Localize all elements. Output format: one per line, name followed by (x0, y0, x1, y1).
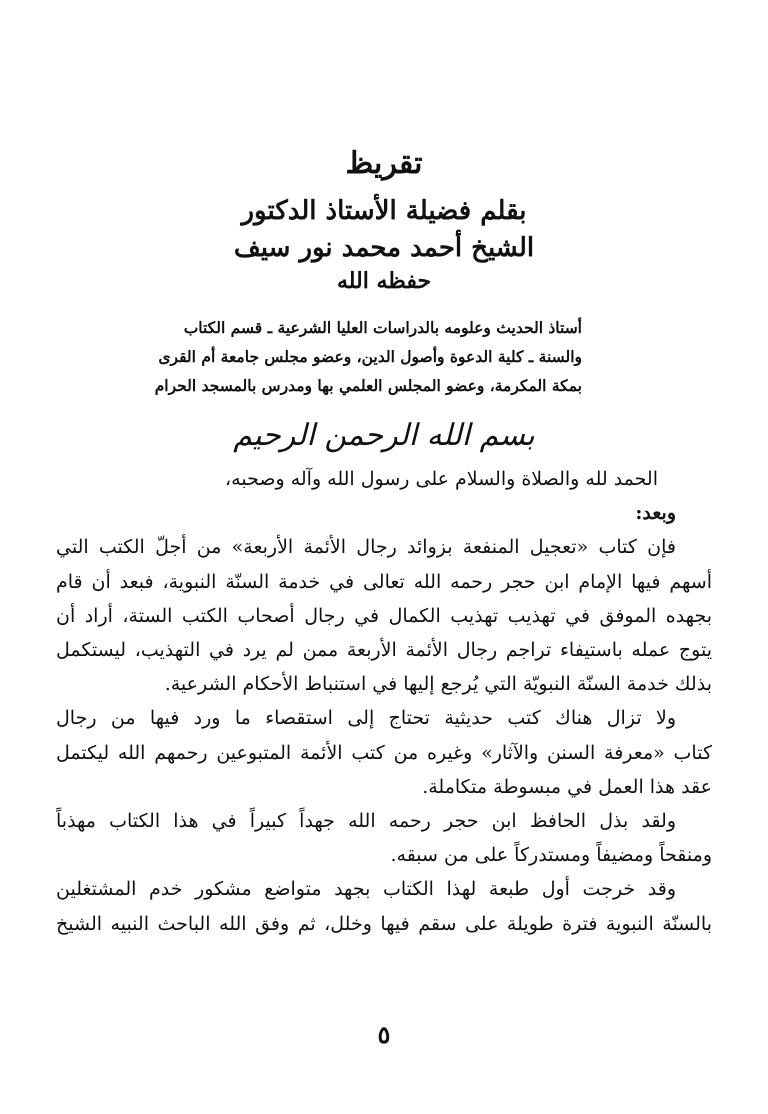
text-line: بالسنّة النبوية فترة طويلة على سقم فيها وخلل، ثم وفق الله الباحث النبيه الشيخ (56, 912, 712, 935)
text-line: يتوج عمله باستيفاء تراجم رجال الأئمة الأربعة ممن لم يرد في التهذيب، ليستكمل (56, 639, 712, 662)
text-line: ومنقحاً ومضيفاً ومستدركاً على من سبقه. (390, 844, 712, 867)
text-line: عقد هذا العمل في مبسوطة متكاملة. (422, 775, 712, 798)
basmala: بسم الله الرحمن الرحيم (233, 418, 535, 453)
text-line: كتاب «معرفة السنن والآثار» وغيره من كتب الأئمة المتبوعين رحمهم الله ليكتمل (56, 741, 712, 764)
author-name: الشيخ أحمد محمد نور سيف (233, 233, 535, 263)
bio-line: والسنة ـ كلية الدعوة وأصول الدين، وعضو مجلس جامعة أم القرى (158, 347, 582, 366)
body-text (56, 462, 712, 941)
text-line: ولقد بذل الحافظ ابن حجر رحمه الله جهداً كبيراً في هذا الكتاب مهذباً (56, 810, 676, 833)
bio-line: أستاذ الحديث وعلومه بالدراسات العليا الشرعية ـ قسم الكتاب (183, 318, 582, 337)
text-line: بذلك خدمة السنّة النبويّة التي يُرجع إليها في استنباط الأحكام الشرعية. (164, 673, 712, 696)
text-line: الحمد لله والصلاة والسلام على رسول الله وآله وصحبه، (225, 468, 658, 490)
text-line: وبعد: (635, 502, 676, 525)
author-bio (154, 313, 582, 400)
text-line: فإن كتاب «تعجيل المنفعة بزوائد رجال الأئمة الأربعة» من أجلّ الكتب التي (56, 536, 676, 559)
author-intro: بقلم فضيلة الأستاذ الدكتور (241, 196, 527, 226)
page-number: ٥ (377, 1020, 391, 1049)
text-line: ولا تزال هناك كتب حديثية تحتاج إلى استقصاء ما ورد فيها من رجال (56, 707, 676, 730)
bio-line: بمكة المكرمة، وعضو المجلس العلمي بها ومدرس بالمسجد الحرام (154, 376, 582, 395)
page-title: تقريظ (345, 146, 423, 181)
author-prayer: حفظه الله (336, 268, 432, 294)
text-line: وقد خرجت أول طبعة لهذا الكتاب بجهد متواضع مشكور خدم المشتغلين (56, 878, 676, 901)
text-line: أسهم فيها الإمام ابن حجر رحمه الله تعالى في خدمة السنّة النبوية، فبعد أن قام (56, 570, 712, 593)
text-line: بجهده الموفق في تهذيب تهذيب الكمال في رجال أصحاب الكتب الستة، أراد أن (56, 604, 712, 627)
